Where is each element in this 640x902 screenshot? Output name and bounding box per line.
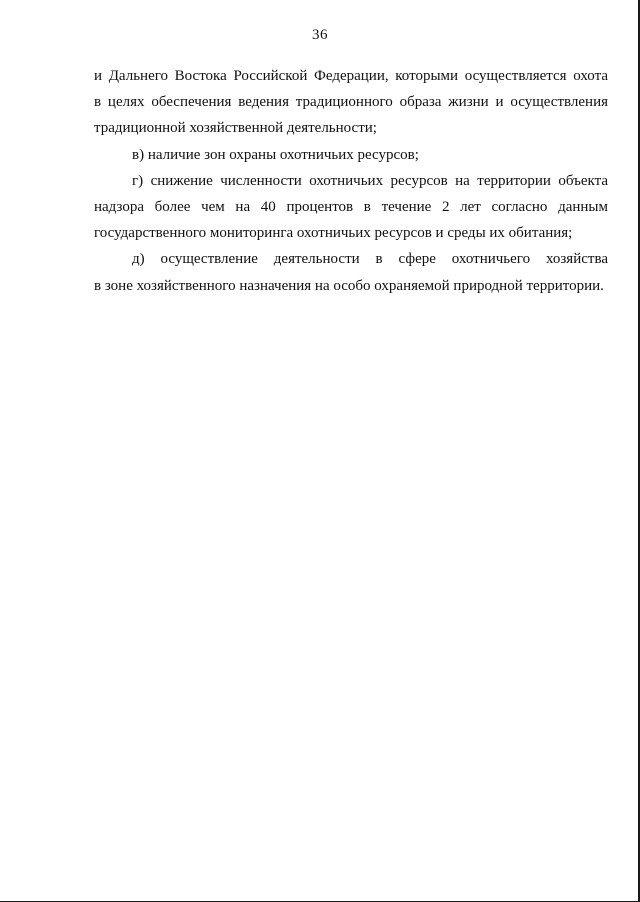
body-text <box>94 63 608 299</box>
text-line: государственного мониторинга охотничьих ресурсов и среды их обитания; <box>94 225 573 242</box>
text-line: д) осуществление деятельности в сфере охотничьего хозяйства <box>132 251 608 268</box>
text-line: и Дальнего Востока Российской Федерации, которыми осуществляется охота <box>94 68 608 84</box>
page-number: 36 <box>312 27 328 43</box>
text-line: надзора более чем на 40 процентов в течение 2 лет согласно данным <box>94 198 608 215</box>
text-line: в целях обеспечения ведения традиционного образа жизни и осуществления <box>94 94 608 111</box>
text-line: г) снижение численности охотничьих ресурсов на территории объекта <box>132 172 608 189</box>
text-line: в) наличие зон охраны охотничьих ресурсов; <box>132 146 419 163</box>
text-line: традиционной хозяйственной деятельности; <box>94 120 377 137</box>
text-line: в зоне хозяйственного назначения на особо охраняемой природной территории. <box>94 277 604 294</box>
